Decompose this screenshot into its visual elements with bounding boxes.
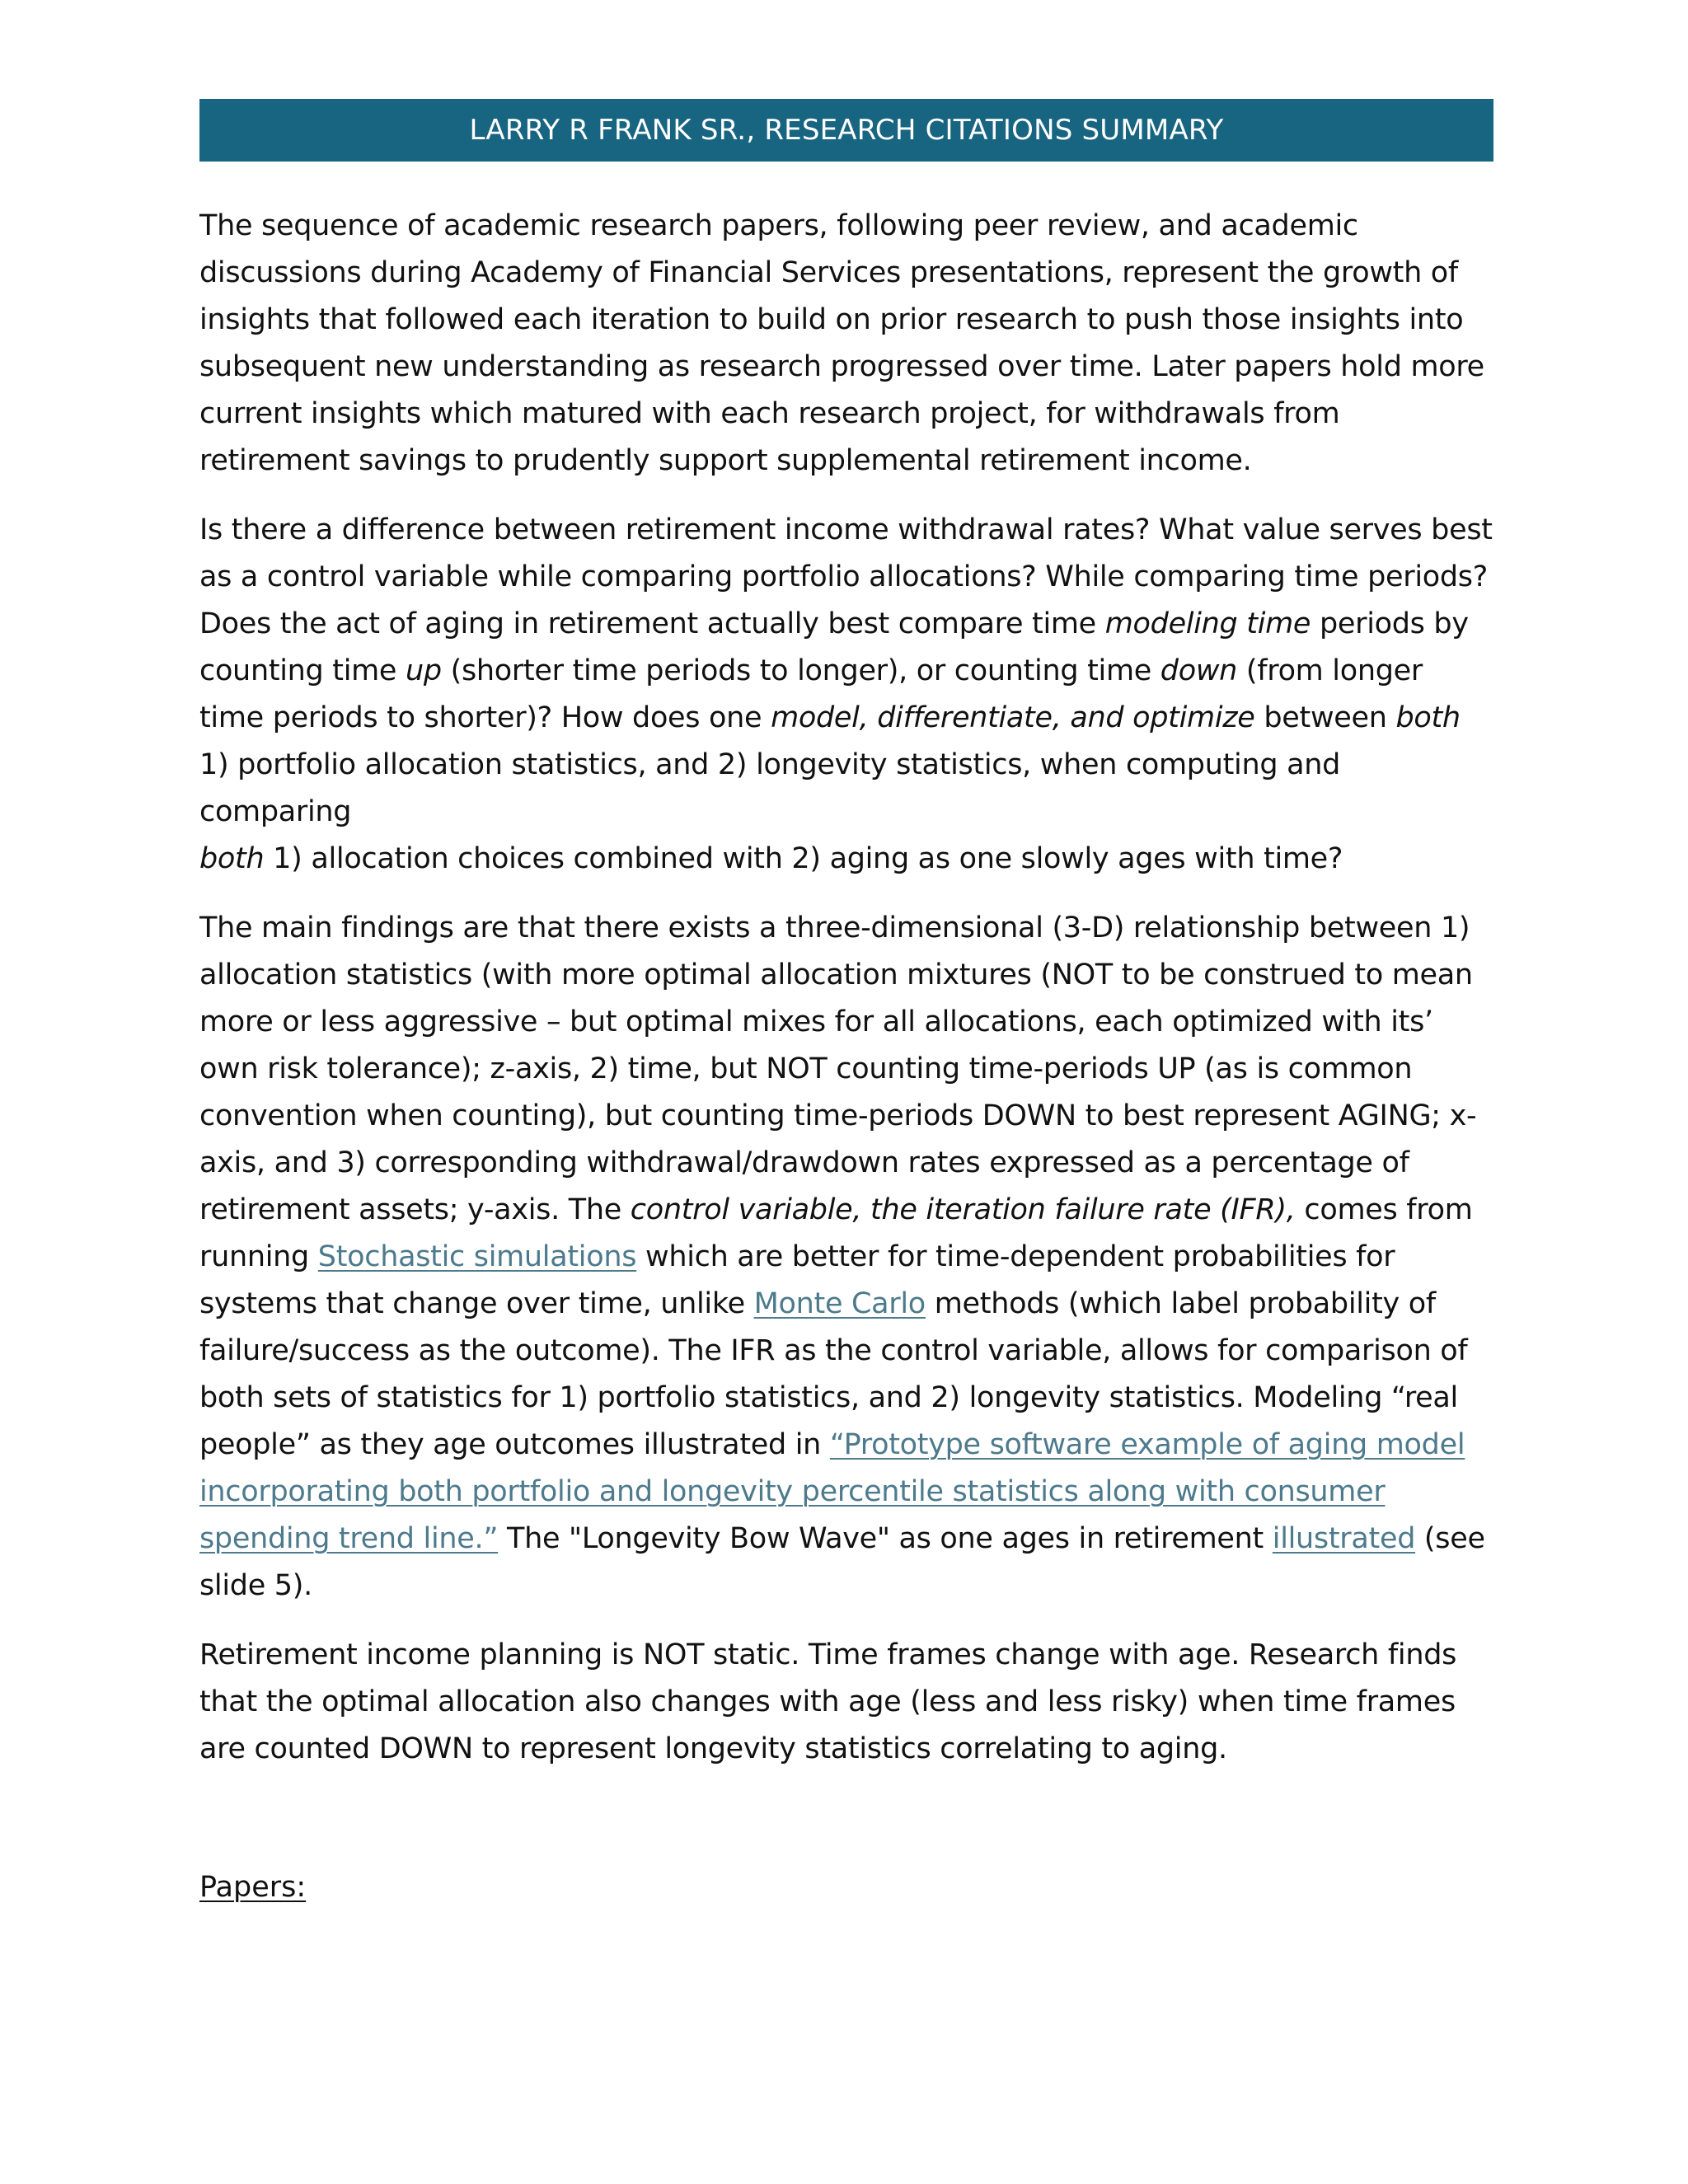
questions-text-4: (from longer time periods to shorter)? How does one [199,654,1423,734]
findings-emphasis-control-variable: control variable, the iteration failure rate (IFR), [630,1193,1296,1226]
header-bar [199,99,1493,162]
findings-paragraph [199,905,1493,1610]
questions-text-1: Is there a difference between retirement income withdrawal rates? What value serves best as a control variable while comparing portfolio allocations? While comparing time periods? Does the act of aging in retirement actually best compare time [199,513,1493,640]
questions-text-2: periods by counting time [199,607,1469,687]
questions-emphasis-both-1: both [1395,701,1461,734]
findings-text-2: comes from running [199,1193,1473,1273]
findings-text-4: methods (which label probability of failure/success as the outcome). The IFR as the control variable, allows for comparison of both sets of statistics for 1) portfolio statistics, and 2) longevity statistics. Modeling “real people” as they age outcomes illustrated in [199,1287,1468,1461]
illustrated-link[interactable]: illustrated [1272,1522,1416,1555]
questions-emphasis-model: model, differentiate, and optimize [771,701,1255,734]
questions-text-3: (shorter time periods to longer), or counting time [441,654,1160,687]
intro-text: The sequence of academic research papers, following peer review, and academic discussions during Academy of Financial Services presentations, represent the growth of insights that followed each iteration to build on prior research to push those insights into subsequent new understanding as research progressed over time. Later papers hold more current insights which matured with each research project, for withdrawals from retirement savings to prudently support supplemental retirement income. [199,209,1484,477]
header-title: LARRY R FRANK SR., RESEARCH CITATIONS SUMMARY [469,114,1224,147]
questions-text-7: 1) allocation choices combined with 2) aging as one slowly ages with time? [264,842,1343,875]
findings-text-5: The "Longevity Bow Wave" as one ages in retirement [498,1522,1273,1555]
planning-text: Retirement income planning is NOT static. Time frames change with age. Research finds that the optimal allocation also changes with age (less and less risky) when time frames are counted DOWN to represent longevity statistics correlating to aging. [199,1638,1457,1765]
findings-text-3: which are better for time-dependent probabilities for systems that change over time, unlike [199,1240,1395,1320]
questions-emphasis-up: up [406,654,442,687]
intro-paragraph [199,203,1493,485]
findings-text-1: The main findings are that there exists a three-dimensional (3-D) relationship between 1) allocation statistics (with more optimal allocation mixtures (NOT to be construed to mean more or less aggressive – but optimal mixes for all allocations, each optimized with its’ own risk tolerance); z-axis, 2) time, but NOT counting time-periods UP (as is common convention when counting), but counting time-periods DOWN to best represent AGING; x-axis, and 3) corresponding withdrawal/drawdown rates expressed as a percentage of retirement assets; y-axis. The [199,912,1477,1226]
questions-text-5: between [1254,701,1396,734]
document-page [199,99,1493,1911]
stochastic-simulations-link[interactable]: Stochastic simulations [317,1240,637,1273]
questions-paragraph [199,507,1493,883]
planning-paragraph [199,1632,1493,1773]
questions-emphasis-both-2: both [199,842,265,875]
questions-emphasis-down: down [1160,654,1238,687]
findings-text-6: (see slide 5). [199,1522,1485,1602]
questions-text-6: 1) portfolio allocation statistics, and 2) longevity statistics, when computing and comparing [199,748,1341,828]
papers-heading: Papers: [199,1871,307,1904]
questions-emphasis-modeling-time: modeling time [1104,607,1311,640]
prototype-software-link[interactable]: “Prototype software example of aging model incorporating both portfolio and longevity percentile statistics along with consumer spending trend line.” [199,1428,1465,1555]
monte-carlo-link[interactable]: Monte Carlo [753,1287,926,1320]
